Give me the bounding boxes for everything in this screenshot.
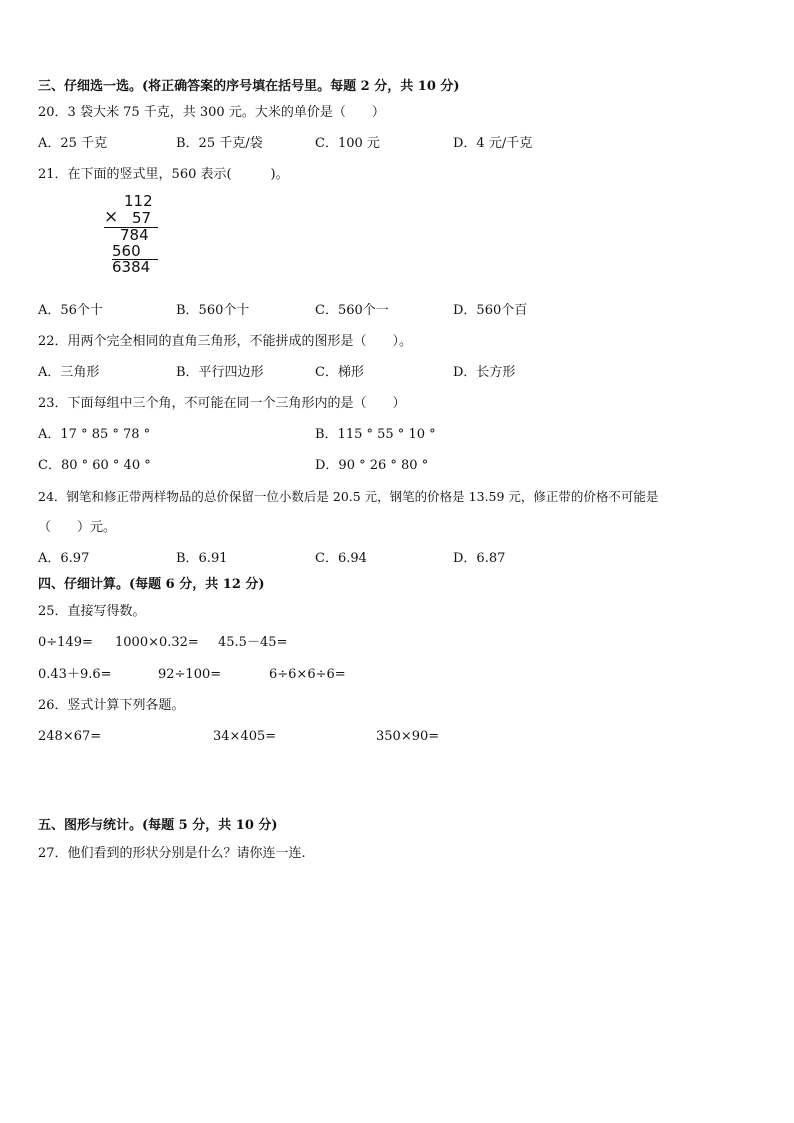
q21-option-c: C．560个一: [315, 303, 389, 318]
q25-text: 25．直接写得数。: [38, 604, 146, 619]
section4-heading: 四、仔细计算。(每题 6 分，共 12 分): [38, 577, 265, 592]
q26-item-3: 350×90=: [376, 729, 440, 744]
q26-text: 26．竖式计算下列各题。: [38, 698, 185, 713]
section3-heading: 三、仔细选一选。(将正确答案的序号填在括号里。每题 2 分，共 10 分): [38, 79, 460, 94]
q25-item-5: 92÷100=: [158, 667, 222, 682]
q24-text-continued: （ ）元。: [38, 520, 117, 535]
vertical-partial-2: 560: [112, 242, 141, 260]
q21-option-d: D．560个百: [453, 303, 528, 318]
multiply-sign: ×: [104, 207, 119, 227]
q22-option-b: B．平行四边形: [176, 365, 264, 380]
q23-option-d: D．90 ° 26 ° 80 °: [315, 458, 429, 473]
q26-item-2: 34×405=: [213, 729, 277, 744]
q24-option-a: A．6.97: [38, 551, 90, 566]
q25-item-1: 0÷149=: [38, 635, 93, 650]
q25-item-3: 45.5－45=: [218, 635, 288, 650]
q22-option-a: A．三角形: [38, 365, 100, 380]
q20-option-c: C．100 元: [315, 136, 380, 151]
q23-option-b: B．115 ° 55 ° 10 °: [315, 427, 436, 442]
q22-option-c: C．梯形: [315, 365, 364, 380]
vertical-result: 6384: [112, 258, 151, 276]
vertical-multiplication: [100, 192, 170, 276]
q20-option-b: B．25 千克/袋: [176, 136, 263, 151]
q21-option-a: A．56个十: [38, 303, 103, 318]
q23-text: 23．下面每组中三个角，不可能在同一个三角形内的是（ ）: [38, 396, 406, 411]
q22-option-d: D．长方形: [453, 365, 516, 380]
q24-option-c: C．6.94: [315, 551, 367, 566]
q24-option-b: B．6.91: [176, 551, 228, 566]
q22-text: 22．用两个完全相同的直角三角形，不能拼成的图形是（ ）。: [38, 334, 413, 349]
q24-text: 24．钢笔和修正带两样物品的总价保留一位小数后是 20.5 元，钢笔的价格是 13.59 元，修正带的价格不可能是: [38, 489, 659, 504]
vertical-partial-1: 784: [120, 226, 149, 244]
vertical-top-number: 112: [124, 192, 153, 210]
q20-option-d: D．4 元/千克: [453, 136, 533, 151]
q21-option-b: B．560个十: [176, 303, 250, 318]
q27-text: 27．他们看到的形状分别是什么？请你连一连.: [38, 846, 306, 861]
vertical-multiplier: 57: [132, 209, 152, 227]
q20-option-a: A．25 千克: [38, 136, 108, 151]
q25-item-2: 1000×0.32=: [115, 635, 199, 650]
q23-option-c: C．80 ° 60 ° 40 °: [38, 458, 151, 473]
q21-text: 21．在下面的竖式里，560 表示( )。: [38, 167, 289, 182]
q24-option-d: D．6.87: [453, 551, 506, 566]
q25-item-4: 0.43＋9.6=: [38, 667, 112, 682]
section5-heading: 五、图形与统计。(每题 5 分，共 10 分): [38, 818, 278, 833]
q25-item-6: 6÷6×6÷6=: [269, 667, 346, 682]
q23-option-a: A．17 ° 85 ° 78 °: [38, 427, 151, 442]
q20-text: 20．3 袋大米 75 千克，共 300 元。大米的单价是（ ）: [38, 105, 385, 120]
q26-item-1: 248×67=: [38, 729, 102, 744]
